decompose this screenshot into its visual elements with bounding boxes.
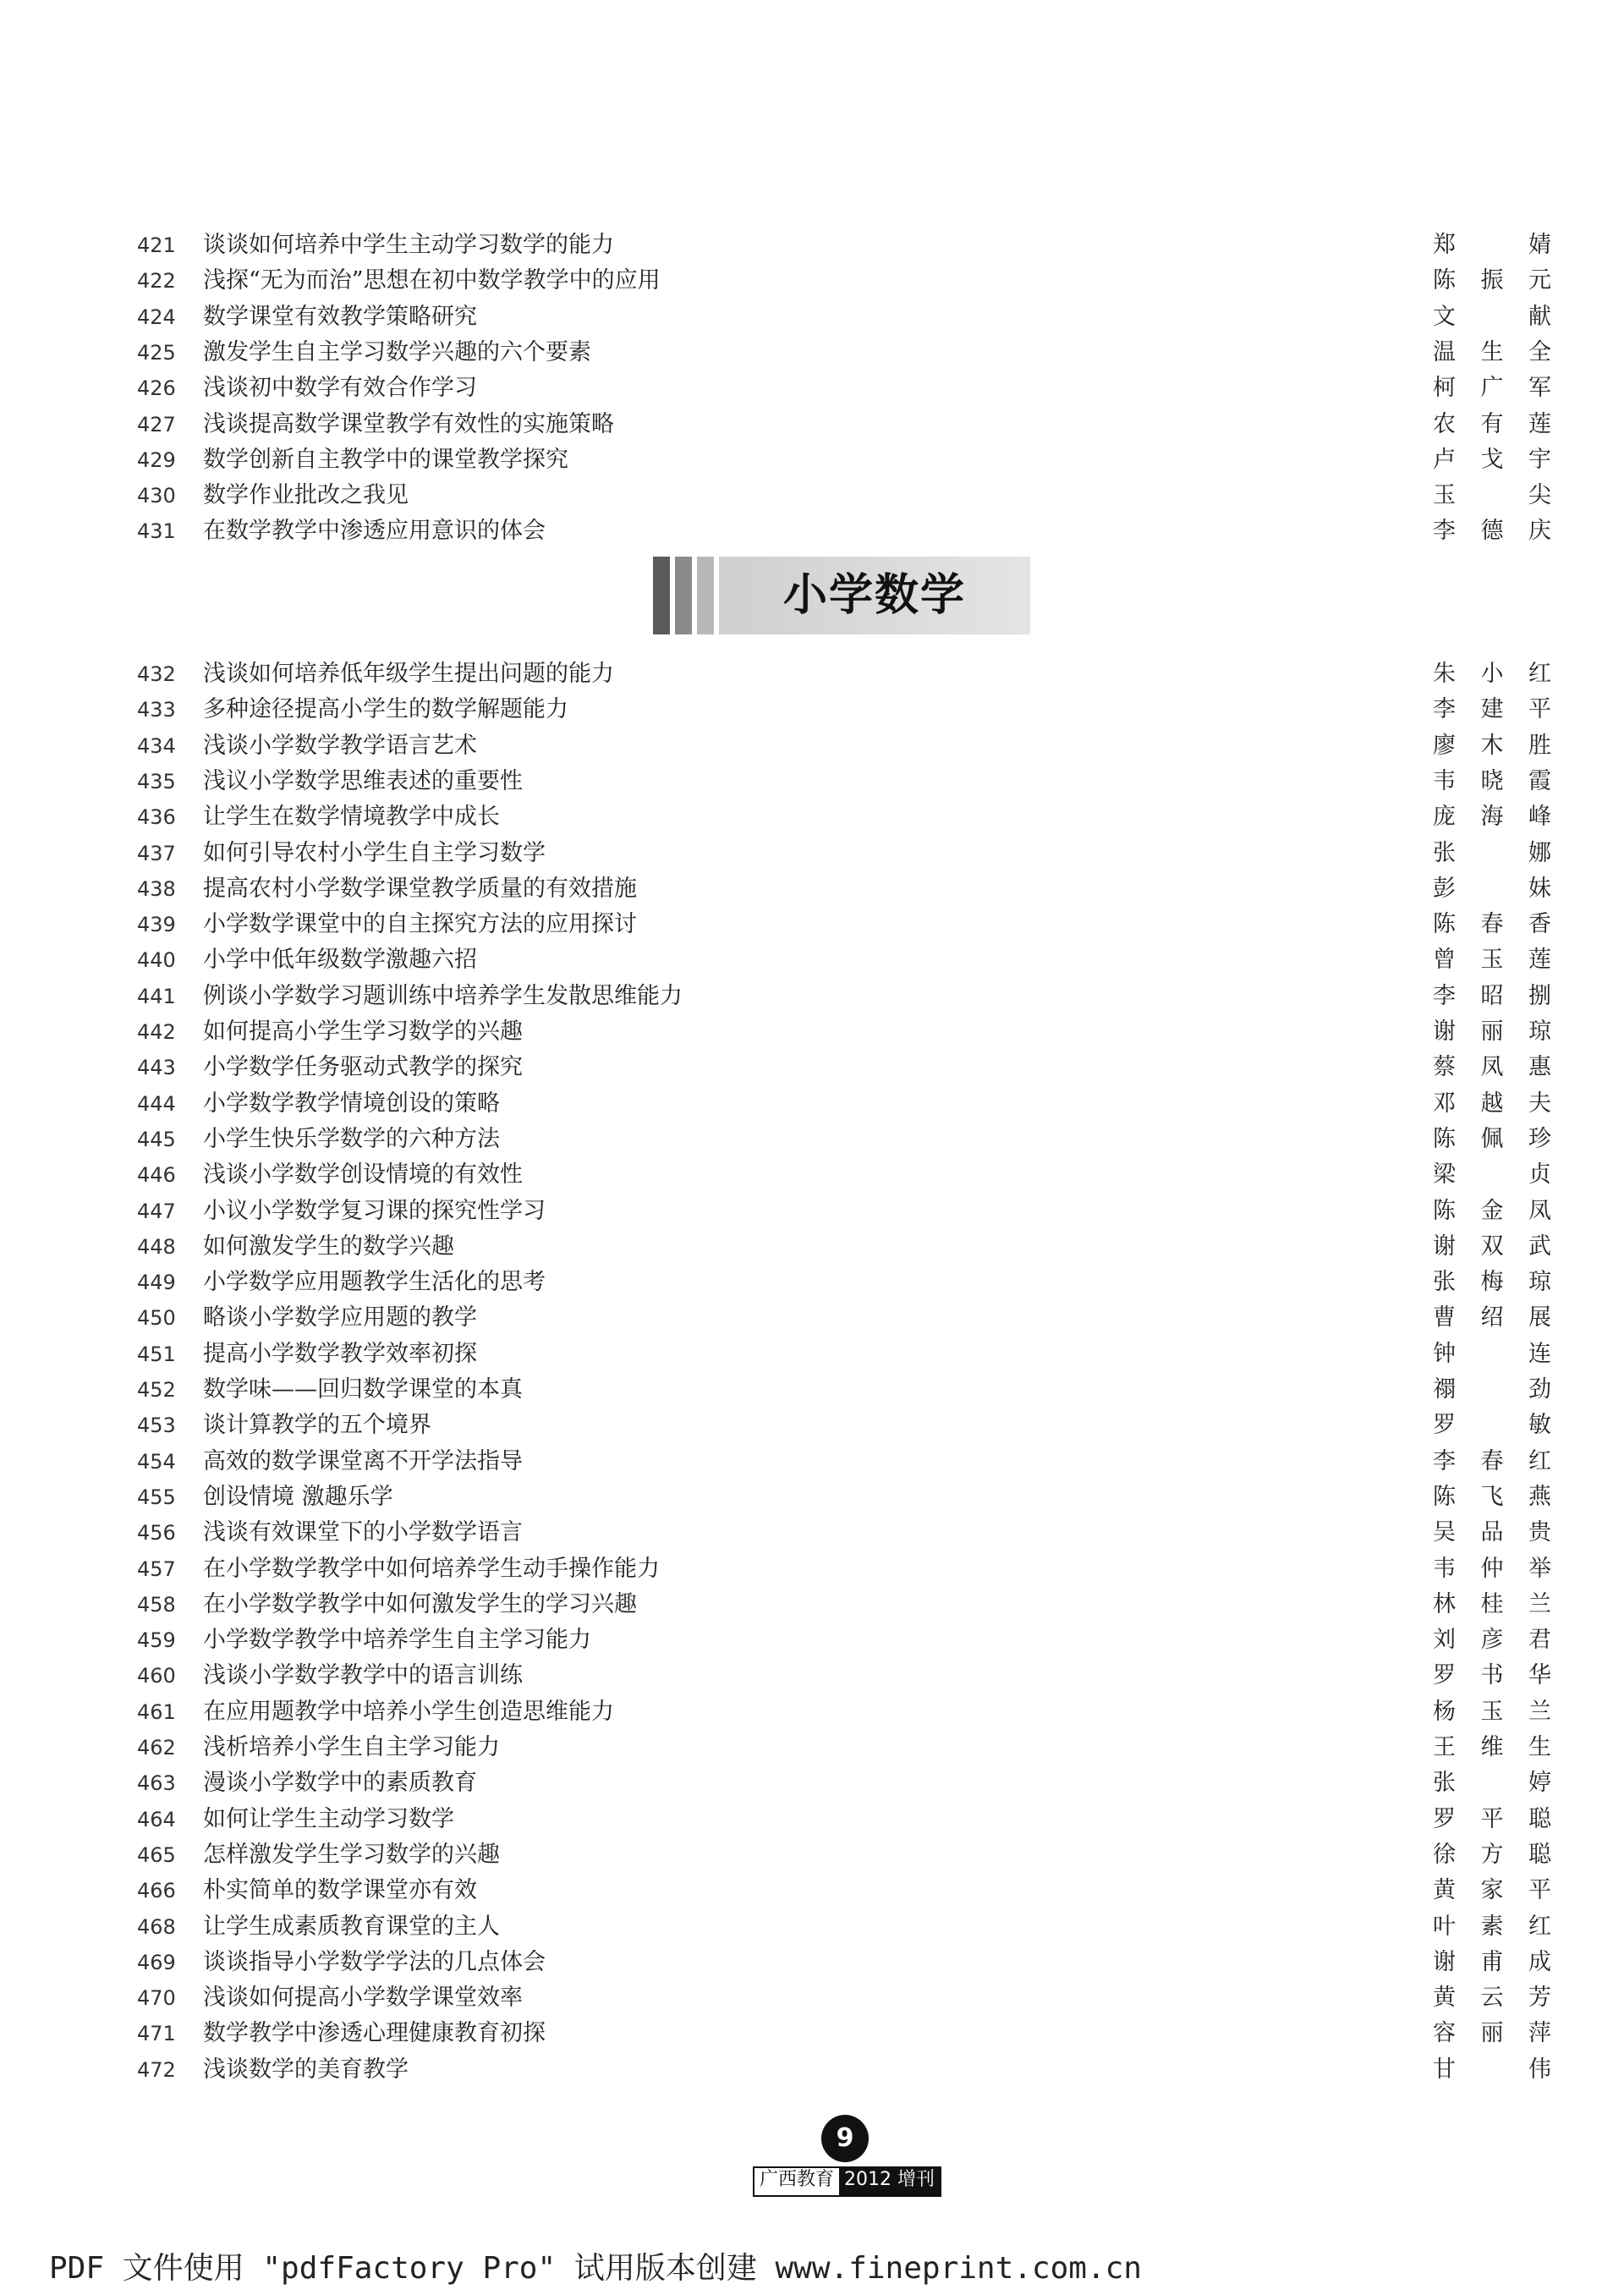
entry-page-number: 454 — [137, 1449, 176, 1474]
entry-title: 数学创新自主教学中的课堂教学探究 — [203, 446, 568, 473]
entry-title: 浅谈数学的美育教学 — [203, 2056, 409, 2083]
entry-page-number: 468 — [137, 1914, 176, 1939]
entry-title: 小学数学教学中培养学生自主学习能力 — [203, 1627, 591, 1654]
entry-title: 小学生快乐学数学的六种方法 — [203, 1125, 500, 1152]
entry-title: 浅析培养小学生自主学习能力 — [203, 1734, 500, 1760]
entry-title: 高效的数学课堂离不开学法指导 — [203, 1447, 523, 1474]
entry-page-number: 455 — [137, 1485, 176, 1509]
toc-entry — [0, 871, 1624, 907]
toc-entry — [0, 1945, 1624, 1980]
toc-entry — [0, 1194, 1624, 1229]
entry-title: 如何让学生主动学习数学 — [203, 1805, 454, 1832]
pdf-footer-note: PDF 文件使用 "pdfFactory Pro" 试用版本创建 www.fineprint.com.cn — [49, 2251, 1142, 2286]
toc-entry — [0, 1444, 1624, 1480]
entry-author: 朱小红 — [1433, 661, 1551, 687]
entry-author: 黄家平 — [1433, 1877, 1551, 1904]
entry-title: 浅探“无为而治”思想在初中数学教学中的应用 — [203, 267, 661, 294]
toc-entry — [0, 299, 1624, 335]
entry-author: 陈金凤 — [1433, 1197, 1551, 1224]
entry-page-number: 446 — [137, 1163, 176, 1188]
entry-title: 多种途径提高小学生的数学解题能力 — [203, 696, 568, 723]
toc-entry — [0, 799, 1624, 835]
entry-page-number: 458 — [137, 1592, 176, 1617]
entry-page-number: 431 — [137, 519, 176, 544]
entry-author: 温生全 — [1433, 338, 1551, 365]
entry-title: 浅谈小学数学创设情境的有效性 — [203, 1161, 523, 1189]
entry-author: 陈佩珍 — [1433, 1125, 1551, 1152]
entry-author: 谢双武 — [1433, 1233, 1551, 1260]
toc-entry — [0, 371, 1624, 406]
journal-mark — [753, 2166, 941, 2197]
entry-page-number: 472 — [137, 2057, 176, 2082]
toc-entry — [0, 1909, 1624, 1945]
toc-entry — [0, 656, 1624, 692]
toc-entry — [0, 1837, 1624, 1873]
entry-page-number: 448 — [137, 1234, 176, 1259]
entry-author: 吴品贵 — [1433, 1519, 1551, 1546]
entry-author: 谢丽琼 — [1433, 1018, 1551, 1045]
entry-page-number: 440 — [137, 948, 176, 973]
toc-entry — [0, 1480, 1624, 1515]
entry-page-number: 424 — [137, 305, 176, 329]
toc-entry — [0, 263, 1624, 299]
toc-entry — [0, 1122, 1624, 1157]
entry-author: 甘 伟 — [1433, 2056, 1551, 2083]
toc-entry — [0, 1229, 1624, 1265]
entry-title: 在应用题教学中培养小学生创造思维能力 — [203, 1698, 614, 1725]
entry-author: 农有莲 — [1433, 410, 1551, 437]
entry-author: 李春红 — [1433, 1447, 1551, 1474]
entry-title: 数学课堂有效教学策略研究 — [203, 303, 477, 330]
entry-page-number: 425 — [137, 340, 176, 365]
entry-author: 钟 连 — [1433, 1340, 1551, 1367]
entry-author: 李建平 — [1433, 696, 1551, 723]
entry-author: 罗书华 — [1433, 1662, 1551, 1689]
journal-issue: 2012 增刊 — [839, 2168, 940, 2195]
entry-title: 小学数学教学情境创设的策略 — [203, 1090, 500, 1117]
entry-author: 刘彦君 — [1433, 1627, 1551, 1654]
entry-author: 王维生 — [1433, 1734, 1551, 1760]
toc-entry — [0, 1408, 1624, 1443]
entry-title: 小议小学数学复习课的探究性学习 — [203, 1197, 546, 1224]
entry-title: 数学作业批改之我见 — [203, 482, 409, 509]
entry-author: 彭 妹 — [1433, 875, 1551, 902]
toc-entry — [0, 692, 1624, 727]
toc-entry — [0, 728, 1624, 764]
toc-entry — [0, 1515, 1624, 1551]
entry-page-number: 449 — [137, 1271, 176, 1295]
toc-entry — [0, 1551, 1624, 1587]
toc-entry — [0, 1300, 1624, 1336]
entry-page-number: 460 — [137, 1664, 176, 1688]
toc-entry — [0, 1622, 1624, 1658]
section-heading-label: 小学数学 — [782, 570, 966, 621]
toc-entry — [0, 2016, 1624, 2051]
entry-title: 谈谈如何培养中学生主动学习数学的能力 — [203, 232, 614, 258]
entry-page-number: 463 — [137, 1771, 176, 1796]
entry-page-number: 436 — [137, 805, 176, 830]
entry-author: 杨玉兰 — [1433, 1698, 1551, 1725]
entry-title: 在小学数学教学中如何激发学生的学习兴趣 — [203, 1590, 637, 1617]
entry-author: 郑 婧 — [1433, 232, 1551, 258]
toc-entry — [0, 478, 1624, 513]
entry-author: 卢戈宇 — [1433, 446, 1551, 473]
entry-page-number: 456 — [137, 1521, 176, 1546]
entry-page-number: 447 — [137, 1199, 176, 1223]
entry-title: 浅谈提高数学课堂教学有效性的实施策略 — [203, 410, 614, 437]
journal-name: 广西教育 — [754, 2168, 839, 2195]
section-heading-primary-math — [653, 557, 1030, 634]
entry-page-number: 443 — [137, 1056, 176, 1080]
entry-author: 黄云芳 — [1433, 1985, 1551, 2012]
toc-entry — [0, 1086, 1624, 1122]
heading-bar-mid — [675, 557, 692, 634]
entry-page-number: 461 — [137, 1699, 176, 1724]
entry-page-number: 426 — [137, 376, 176, 401]
toc-entry — [0, 228, 1624, 263]
entry-page-number: 470 — [137, 1986, 176, 2011]
entry-page-number: 471 — [137, 2022, 176, 2046]
entry-page-number: 432 — [137, 662, 176, 686]
toc-entry — [0, 1873, 1624, 1908]
toc-entry — [0, 1802, 1624, 1837]
entry-title: 小学数学应用题教学生活化的思考 — [203, 1269, 546, 1296]
entry-title: 在小学数学教学中如何培养学生动手操作能力 — [203, 1555, 660, 1582]
entry-page-number: 421 — [137, 233, 176, 257]
entry-page-number: 469 — [137, 1950, 176, 1974]
entry-author: 梁 贞 — [1433, 1161, 1551, 1189]
entry-author: 叶素红 — [1433, 1913, 1551, 1940]
entry-page-number: 444 — [137, 1091, 176, 1116]
entry-page-number: 433 — [137, 698, 176, 722]
heading-bar-dark — [653, 557, 670, 634]
entry-author: 陈飞燕 — [1433, 1483, 1551, 1510]
entry-author: 柯广军 — [1433, 375, 1551, 402]
entry-title: 如何引导农村小学生自主学习数学 — [203, 839, 546, 866]
toc-entry — [0, 942, 1624, 978]
toc-entry — [0, 1730, 1624, 1765]
entry-title: 如何提高小学生学习数学的兴趣 — [203, 1018, 523, 1045]
entry-title: 数学味——回归数学课堂的本真 — [203, 1376, 523, 1403]
entry-title: 略谈小学数学应用题的教学 — [203, 1304, 477, 1331]
entry-author: 蔡凤惠 — [1433, 1054, 1551, 1081]
entry-title: 小学数学任务驱动式教学的探究 — [203, 1054, 523, 1081]
entry-title: 浅谈如何培养低年级学生提出问题的能力 — [203, 661, 614, 687]
entry-title: 浅议小学数学思维表述的重要性 — [203, 767, 523, 794]
entry-title: 让学生成素质教育课堂的主人 — [203, 1913, 500, 1940]
entry-author: 廖木胜 — [1433, 732, 1551, 759]
toc-entry — [0, 2052, 1624, 2088]
entry-author: 禤 劲 — [1433, 1376, 1551, 1403]
toc-entry — [0, 764, 1624, 799]
entry-page-number: 450 — [137, 1306, 176, 1331]
heading-bar-light — [697, 557, 714, 634]
entry-title: 谈谈指导小学数学学法的几点体会 — [203, 1948, 546, 1975]
entry-page-number: 427 — [137, 412, 176, 436]
entry-page-number: 457 — [137, 1557, 176, 1581]
entry-author: 韦仲举 — [1433, 1555, 1551, 1582]
entry-page-number: 439 — [137, 913, 176, 937]
entry-author: 陈春香 — [1433, 911, 1551, 938]
toc-entry — [0, 335, 1624, 371]
entry-title: 提高小学数学教学效率初探 — [203, 1340, 477, 1367]
entry-title: 浅谈如何提高小学数学课堂效率 — [203, 1985, 523, 2012]
entry-title: 朴实简单的数学课堂亦有效 — [203, 1877, 477, 1904]
entry-title: 在数学教学中渗透应用意识的体会 — [203, 518, 546, 545]
toc-entry — [0, 442, 1624, 478]
entry-page-number: 429 — [137, 447, 176, 472]
entry-title: 激发学生自主学习数学兴趣的六个要素 — [203, 338, 591, 365]
toc-entry — [0, 407, 1624, 442]
entry-title: 浅谈小学数学教学中的语言训练 — [203, 1662, 523, 1689]
toc-entry — [0, 1372, 1624, 1408]
toc-entry — [0, 979, 1624, 1014]
entry-page-number: 465 — [137, 1842, 176, 1867]
entry-page-number: 452 — [137, 1378, 176, 1402]
entry-author: 庞海峰 — [1433, 804, 1551, 831]
entry-page-number: 437 — [137, 841, 176, 865]
entry-page-number: 435 — [137, 769, 176, 793]
entry-title: 提高农村小学数学课堂教学质量的有效措施 — [203, 875, 637, 902]
entry-page-number: 453 — [137, 1414, 176, 1438]
entry-page-number: 442 — [137, 1020, 176, 1044]
entry-page-number: 445 — [137, 1127, 176, 1151]
entry-title: 小学数学课堂中的自主探究方法的应用探讨 — [203, 911, 637, 938]
entry-author: 李昭捌 — [1433, 982, 1551, 1009]
entry-title: 如何激发学生的数学兴趣 — [203, 1233, 454, 1260]
toc-entry — [0, 907, 1624, 942]
entry-title: 让学生在数学情境教学中成长 — [203, 804, 500, 831]
entry-page-number: 422 — [137, 269, 176, 294]
entry-title: 怎样激发学生学习数学的兴趣 — [203, 1841, 500, 1868]
entry-title: 创设情境 激趣乐学 — [203, 1483, 393, 1510]
toc-entry — [0, 1587, 1624, 1622]
toc-entry — [0, 1694, 1624, 1730]
entry-author: 罗平聪 — [1433, 1805, 1551, 1832]
entry-author: 徐方聪 — [1433, 1841, 1551, 1868]
entry-author: 张 婷 — [1433, 1770, 1551, 1797]
entry-title: 浅谈初中数学有效合作学习 — [203, 375, 477, 402]
entry-author: 张 娜 — [1433, 839, 1551, 866]
entry-author: 曾玉莲 — [1433, 947, 1551, 974]
entry-title: 谈计算教学的五个境界 — [203, 1412, 431, 1439]
entry-author: 文 献 — [1433, 303, 1551, 330]
entry-page-number: 434 — [137, 733, 176, 758]
entry-page-number: 438 — [137, 876, 176, 901]
entry-title: 例谈小学数学习题训练中培养学生发散思维能力 — [203, 982, 683, 1009]
toc-entry — [0, 1265, 1624, 1300]
entry-author: 张梅琼 — [1433, 1269, 1551, 1296]
toc-entry — [0, 1980, 1624, 2016]
entry-author: 邓越夫 — [1433, 1090, 1551, 1117]
entry-page-number: 451 — [137, 1342, 176, 1366]
entry-author: 容丽萍 — [1433, 2020, 1551, 2047]
entry-author: 曹绍展 — [1433, 1304, 1551, 1331]
entry-title: 小学中低年级数学激趣六招 — [203, 947, 477, 974]
entry-title: 漫谈小学数学中的素质教育 — [203, 1770, 477, 1797]
entry-title: 数学教学中渗透心理健康教育初探 — [203, 2020, 546, 2047]
entry-author: 玉 尖 — [1433, 482, 1551, 509]
toc-entry — [0, 836, 1624, 871]
toc-entry — [0, 1157, 1624, 1193]
entry-title: 浅谈小学数学教学语言艺术 — [203, 732, 477, 759]
page-number-badge: 9 — [821, 2115, 869, 2162]
entry-page-number: 430 — [137, 484, 176, 508]
entry-page-number: 459 — [137, 1628, 176, 1653]
entry-page-number: 441 — [137, 984, 176, 1008]
toc-entry — [0, 1014, 1624, 1050]
toc-entry — [0, 1765, 1624, 1801]
entry-author: 韦晓霞 — [1433, 767, 1551, 794]
entry-title: 浅谈有效课堂下的小学数学语言 — [203, 1519, 523, 1546]
entry-author: 林桂兰 — [1433, 1590, 1551, 1617]
toc-entry — [0, 1337, 1624, 1372]
toc-entry — [0, 513, 1624, 549]
toc-entry — [0, 1658, 1624, 1694]
entry-page-number: 466 — [137, 1879, 176, 1903]
toc-entry — [0, 1050, 1624, 1085]
entry-author: 李德庆 — [1433, 518, 1551, 545]
entry-page-number: 462 — [137, 1736, 176, 1760]
entry-author: 陈振元 — [1433, 267, 1551, 294]
entry-page-number: 464 — [137, 1807, 176, 1831]
entry-author: 罗 敏 — [1433, 1412, 1551, 1439]
entry-author: 谢甫成 — [1433, 1948, 1551, 1975]
